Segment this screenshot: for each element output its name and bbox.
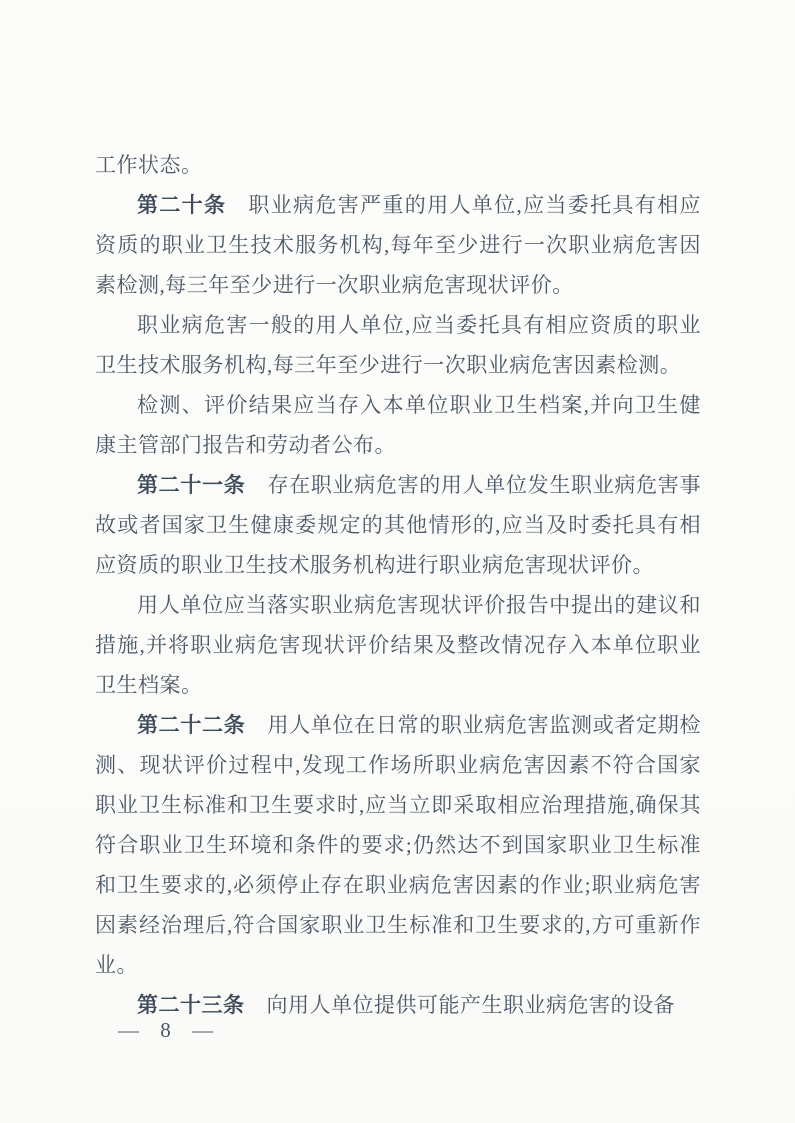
paragraph-text: 用人单位在日常的职业病危害监测或者定期检测、现状评价过程中,发现工作场所职业病危害因素不符合国家职业卫生标准和卫生要求时,应当立即采取相应治理措施,确保其符合职业卫生环境和条件的要求;仍然达不到国家职业卫生标准和卫生要求的,必须停止存在职业病危害因素的作业;职业病危害因素经治理后,符合国家职业卫生标准和卫生要求的,方可重新作业。 [95, 713, 701, 977]
article-number-heading: 第二十二条 [137, 713, 246, 737]
paragraph-article-20 [95, 185, 701, 305]
paragraph-continuation [95, 145, 701, 185]
paragraph-article-20-clause-2 [95, 305, 701, 385]
paragraph-article-21 [95, 465, 701, 585]
paragraph-text: 职业病危害一般的用人单位,应当委托具有相应资质的职业卫生技术服务机构,每三年至少进行一次职业病危害因素检测。 [95, 313, 701, 377]
article-number-heading: 第二十条 [137, 193, 227, 217]
paragraph-text: 用人单位应当落实职业病危害现状评价报告中提出的建议和措施,并将职业病危害现状评价结果及整改情况存入本单位职业卫生档案。 [95, 593, 701, 697]
paragraph-article-21-clause-2 [95, 585, 701, 705]
article-number-heading: 第二十三条 [137, 993, 245, 1017]
paragraph-text: 工作状态。 [95, 153, 203, 177]
paragraph-article-22 [95, 705, 701, 985]
paragraph-text: 检测、评价结果应当存入本单位职业卫生档案,并向卫生健康主管部门报告和劳动者公布。 [95, 393, 701, 457]
document-text-block [95, 145, 701, 1025]
paragraph-article-20-clause-3 [95, 385, 701, 465]
paragraph-text: 职业病危害严重的用人单位,应当委托具有相应资质的职业卫生技术服务机构,每年至少进行一次职业病危害因素检测,每三年至少进行一次职业病危害现状评价。 [95, 193, 701, 297]
paragraph-text: 向用人单位提供可能产生职业病危害的设备 [266, 993, 675, 1017]
article-number-heading: 第二十一条 [137, 473, 246, 497]
page-number: — 8 — [118, 1018, 215, 1042]
paragraph-text: 存在职业病危害的用人单位发生职业病危害事故或者国家卫生健康委规定的其他情形的,应当及时委托具有相应资质的职业卫生技术服务机构进行职业病危害现状评价。 [95, 473, 701, 577]
